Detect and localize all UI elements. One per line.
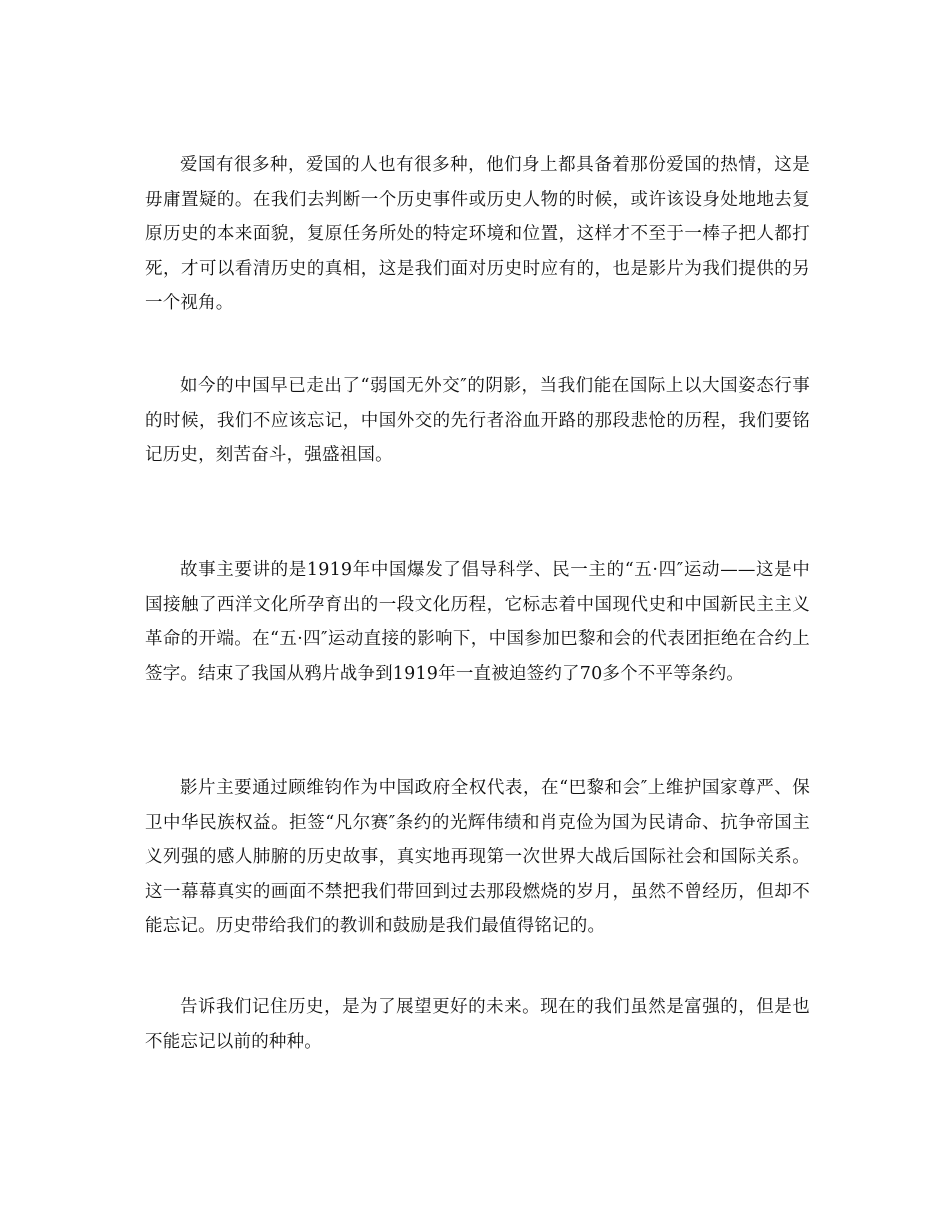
paragraph-4: 影片主要通过顾维钧作为中国政府全权代表，在“巴黎和会″上维护国家尊严、保卫中华民族权益。拒签“凡尔赛″条约的光辉伟绩和肖克俭为国为民请命、抗争帝国主义列强的感人肺腑的历史故事，真实地再现第一次世界大战后国际社会和国际关系。这一幕幕真实的画面不禁把我们带回到过去那段燃烧的岁月，虽然不曾经历，但却不能忘记。历史带给我们的教训和鼓励是我们最值得铭记的。 xyxy=(145,778,810,937)
paragraph-1: 爱国有很多种，爱国的人也有很多种，他们身上都具备着那份爱国的热情，这是毋庸置疑的。在我们去判断一个历史事件或历史人物的时候，或许该设身处地地去复原历史的本来面貌，复原任务所处的特定环境和位置，这样才不至于一棒子把人都打死，才可以看清历史的真相，这是我们面对历史时应有的，也是影片为我们提供的另一个视角。 xyxy=(145,155,810,314)
paragraph-5: 告诉我们记住历史，是为了展望更好的未来。现在的我们虽然是富强的，但是也不能忘记以前的种种。 xyxy=(145,997,810,1052)
paragraph-2: 如今的中国早已走出了“弱国无外交″的阴影，当我们能在国际上以大国姿态行事的时候，我们不应该忘记，中国外交的先行者浴血开路的那段悲怆的历程，我们要铭记历史，刻苦奋斗，强盛祖国。 xyxy=(145,376,810,466)
paragraph-3: 故事主要讲的是1919年中国爆发了倡导科学、民一主的“五·四″运动——这是中国接触了西洋文化所孕育出的一段文化历程，它标志着中国现代史和中国新民主主义革命的开端。在“五·四″运动直接的影响下，中国参加巴黎和会的代表团拒绝在合约上签字。结束了我国从鸦片战争到1919年一直被迫签约了70多个不平等条约。 xyxy=(145,560,810,684)
